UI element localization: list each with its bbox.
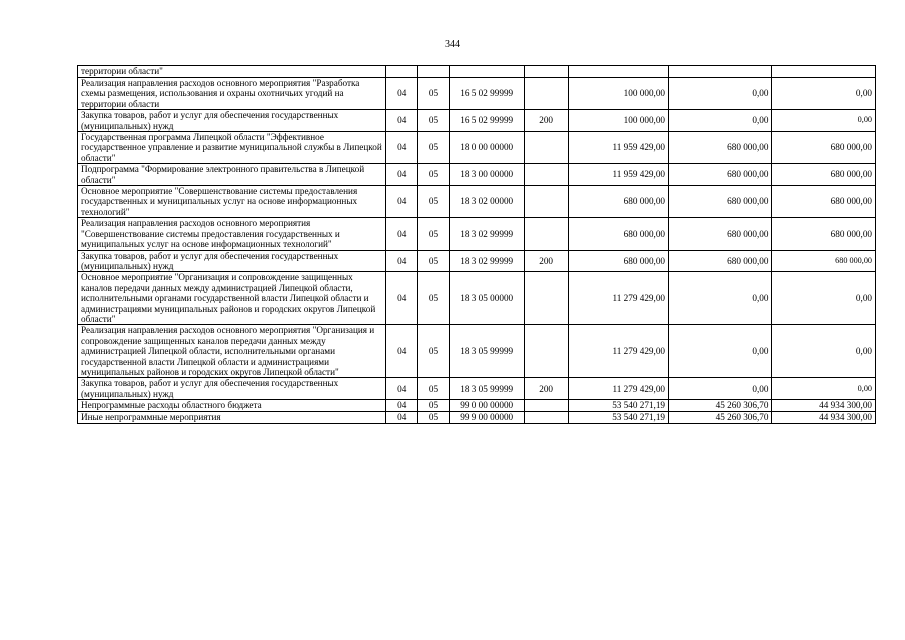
row-expense-type <box>524 400 568 412</box>
row-amount-2: 680 000,00 <box>669 132 772 164</box>
row-section: 04 <box>386 325 418 378</box>
row-subsection: 05 <box>418 400 450 412</box>
row-subsection: 05 <box>418 78 450 110</box>
row-expense-type <box>524 186 568 218</box>
row-amount-3: 0,00 <box>772 110 876 132</box>
row-amount-1: 53 540 271,19 <box>568 400 668 412</box>
row-amount-2 <box>669 66 772 78</box>
row-subsection: 05 <box>418 132 450 164</box>
row-name: Государственная программа Липецкой области "Эффективное государственное управление и развитие муниципальной службы в Липецкой области" <box>78 132 386 164</box>
row-amount-3: 680 000,00 <box>772 186 876 218</box>
row-amount-3: 0,00 <box>772 272 876 325</box>
row-amount-2: 45 260 306,70 <box>669 412 772 424</box>
row-amount-3: 680 000,00 <box>772 250 876 272</box>
page-number: 344 <box>445 39 460 50</box>
row-subsection: 05 <box>418 218 450 250</box>
row-name: Закупка товаров, работ и услуг для обеспечения государственных (муниципальных) нужд <box>78 378 386 400</box>
row-expense-type: 200 <box>524 250 568 272</box>
row-name: Непрограммные расходы областного бюджета <box>78 400 386 412</box>
row-section: 04 <box>386 400 418 412</box>
row-name: Закупка товаров, работ и услуг для обеспечения государственных (муниципальных) нужд <box>78 110 386 132</box>
row-amount-2: 0,00 <box>669 378 772 400</box>
table-row <box>78 378 876 400</box>
row-expense-type <box>524 164 568 186</box>
row-target-article: 18 3 00 00000 <box>449 164 524 186</box>
row-target-article: 18 3 02 99999 <box>449 218 524 250</box>
row-amount-3: 680 000,00 <box>772 218 876 250</box>
table-row <box>78 132 876 164</box>
row-target-article: 18 0 00 00000 <box>449 132 524 164</box>
row-amount-1: 100 000,00 <box>568 110 668 132</box>
row-amount-2: 0,00 <box>669 110 772 132</box>
row-expense-type <box>524 218 568 250</box>
row-subsection: 05 <box>418 272 450 325</box>
row-name: Подпрограмма "Формирование электронного правительства в Липецкой области" <box>78 164 386 186</box>
row-target-article: 99 9 00 00000 <box>449 412 524 424</box>
table-row <box>78 110 876 132</box>
row-section: 04 <box>386 164 418 186</box>
table-row <box>78 218 876 250</box>
row-name: Реализация направления расходов основного мероприятия "Совершенствование системы предоставления государственных и муниципальных услуг на основе информационных технологий" <box>78 218 386 250</box>
row-expense-type <box>524 272 568 325</box>
row-target-article: 99 0 00 00000 <box>449 400 524 412</box>
row-subsection: 05 <box>418 378 450 400</box>
table-row <box>78 325 876 378</box>
row-amount-1: 11 279 429,00 <box>568 272 668 325</box>
row-expense-type <box>524 132 568 164</box>
row-amount-3: 0,00 <box>772 78 876 110</box>
row-subsection: 05 <box>418 186 450 218</box>
row-target-article: 18 3 05 99999 <box>449 378 524 400</box>
row-subsection: 05 <box>418 325 450 378</box>
row-section: 04 <box>386 218 418 250</box>
row-section: 04 <box>386 78 418 110</box>
row-subsection: 05 <box>418 164 450 186</box>
row-target-article <box>449 66 524 78</box>
row-amount-1: 680 000,00 <box>568 218 668 250</box>
table-row <box>78 164 876 186</box>
row-amount-2: 0,00 <box>669 325 772 378</box>
row-name: Реализация направления расходов основного мероприятия "Разработка схемы размещения, использования и охраны охотничьих угодий на территории области <box>78 78 386 110</box>
row-amount-2: 680 000,00 <box>669 164 772 186</box>
row-amount-3: 680 000,00 <box>772 164 876 186</box>
row-section: 04 <box>386 132 418 164</box>
row-target-article: 18 3 02 00000 <box>449 186 524 218</box>
row-amount-3: 0,00 <box>772 378 876 400</box>
row-name: Иные непрограммные мероприятия <box>78 412 386 424</box>
row-target-article: 18 3 05 00000 <box>449 272 524 325</box>
row-section <box>386 66 418 78</box>
table-row <box>78 412 876 424</box>
row-section: 04 <box>386 186 418 218</box>
row-expense-type <box>524 325 568 378</box>
table-row <box>78 66 876 78</box>
row-name: Закупка товаров, работ и услуг для обеспечения государственных (муниципальных) нужд <box>78 250 386 272</box>
table-row <box>78 78 876 110</box>
row-name: территории области" <box>78 66 386 78</box>
row-amount-1: 680 000,00 <box>568 186 668 218</box>
row-section: 04 <box>386 110 418 132</box>
row-subsection: 05 <box>418 412 450 424</box>
row-expense-type: 200 <box>524 378 568 400</box>
row-amount-2: 680 000,00 <box>669 250 772 272</box>
row-amount-2: 0,00 <box>669 78 772 110</box>
row-section: 04 <box>386 412 418 424</box>
row-name: Основное мероприятие "Совершенствование системы предоставления государственных и муниципальных услуг на основе информационных технологий" <box>78 186 386 218</box>
table-row <box>78 272 876 325</box>
row-amount-1: 11 279 429,00 <box>568 378 668 400</box>
row-amount-2: 680 000,00 <box>669 218 772 250</box>
row-amount-3: 44 934 300,00 <box>772 400 876 412</box>
row-subsection: 05 <box>418 110 450 132</box>
row-expense-type: 200 <box>524 110 568 132</box>
row-amount-2: 680 000,00 <box>669 186 772 218</box>
row-amount-3: 0,00 <box>772 325 876 378</box>
row-amount-1 <box>568 66 668 78</box>
table-row <box>78 400 876 412</box>
row-amount-3: 680 000,00 <box>772 132 876 164</box>
row-amount-3 <box>772 66 876 78</box>
table-row <box>78 250 876 272</box>
row-name: Основное мероприятие "Организация и сопровождение защищенных каналов передачи данных между администрацией Липецкой области, исполнительными органами государственной власти Липецкой области и администрациями муниципальных районов и городских округов Липецкой области" <box>78 272 386 325</box>
table-row <box>78 186 876 218</box>
row-amount-1: 53 540 271,19 <box>568 412 668 424</box>
row-target-article: 18 3 02 99999 <box>449 250 524 272</box>
row-amount-2: 0,00 <box>669 272 772 325</box>
row-amount-1: 100 000,00 <box>568 78 668 110</box>
row-section: 04 <box>386 272 418 325</box>
row-target-article: 16 5 02 99999 <box>449 110 524 132</box>
row-amount-2: 45 260 306,70 <box>669 400 772 412</box>
row-amount-1: 11 959 429,00 <box>568 132 668 164</box>
row-subsection: 05 <box>418 250 450 272</box>
row-amount-1: 680 000,00 <box>568 250 668 272</box>
row-subsection <box>418 66 450 78</box>
row-expense-type <box>524 78 568 110</box>
row-amount-1: 11 959 429,00 <box>568 164 668 186</box>
row-amount-1: 11 279 429,00 <box>568 325 668 378</box>
row-section: 04 <box>386 250 418 272</box>
row-expense-type <box>524 412 568 424</box>
row-name: Реализация направления расходов основного мероприятия "Организация и сопровождение защищенных каналов передачи данных между администрацией Липецкой области, исполнительными органами государственной власти Липецкой области и администрациями муниципальных районов и городских округов Липецкой области" <box>78 325 386 378</box>
row-target-article: 16 5 02 99999 <box>449 78 524 110</box>
row-section: 04 <box>386 378 418 400</box>
row-expense-type <box>524 66 568 78</box>
row-amount-3: 44 934 300,00 <box>772 412 876 424</box>
row-target-article: 18 3 05 99999 <box>449 325 524 378</box>
budget-table <box>77 65 876 424</box>
